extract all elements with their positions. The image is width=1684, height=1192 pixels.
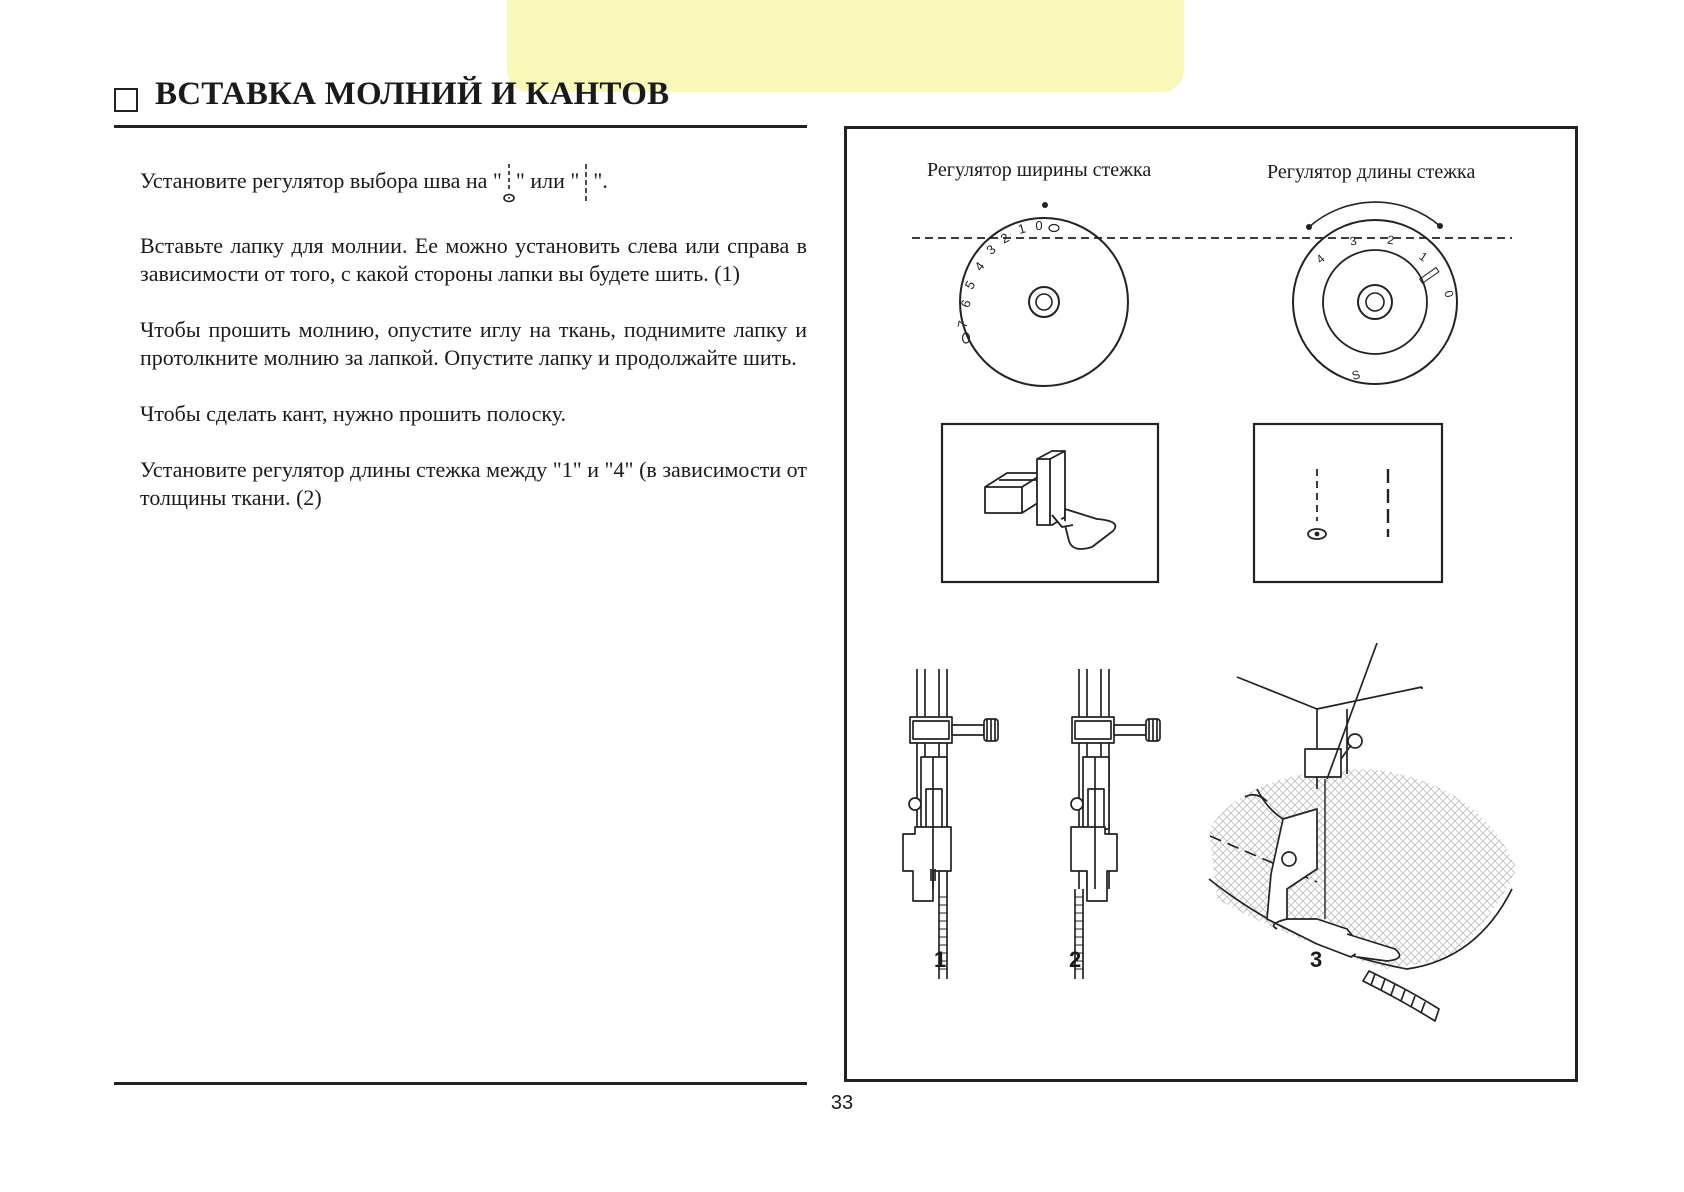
width-dial-number: 3 (983, 241, 999, 258)
stitch-pattern-icon (1308, 469, 1388, 539)
section-checkbox-icon (114, 88, 138, 112)
straight-stitch-left-needle-icon (502, 162, 516, 204)
figure-label-1: 1 (934, 947, 947, 972)
zipper-foot-icon (985, 451, 1115, 549)
paragraph-1-end: ". (593, 168, 608, 194)
figure-label-2: 2 (1069, 947, 1082, 972)
paragraph-4: Чтобы сделать кант, нужно прошить полоску. (140, 401, 567, 426)
illustration-panel (844, 126, 1578, 1082)
paragraph-1-start: Установите регулятор выбора шва на " (140, 168, 502, 194)
figure-label-3: 3 (1310, 947, 1323, 972)
paragraph-2: Вставьте лапку для молнии. Ее можно установить слева или справа в зависимости от того, с какой стороны лапки вы будете шить. (1) (140, 233, 807, 286)
width-dial-label: Регулятор ширины стежка (927, 159, 1152, 181)
width-dial-number: 2 (997, 229, 1012, 247)
length-dial-number: 1 (1416, 249, 1431, 265)
paragraph-1-middle: " или " (515, 168, 580, 194)
length-dial-number: 0 (1441, 288, 1457, 300)
straight-stitch-center-icon (579, 162, 593, 204)
width-dial-number: 7 (954, 319, 971, 330)
stitch-length-dial-icon (1293, 202, 1457, 384)
illustration-drawing (847, 129, 1575, 1079)
stitch-pattern-box (1254, 424, 1442, 582)
width-dial-number: 5 (961, 278, 979, 292)
paragraph-3: Чтобы прошить молнию, опустите иглу на ткань, поднимите лапку и протолкните молнию за лапкой. Опустите лапку и продолжайте шить. (140, 317, 807, 370)
stitch-width-dial-icon (955, 202, 1128, 386)
top-rule (114, 125, 807, 128)
zipper-foot-right-position-icon (1071, 669, 1160, 979)
paragraph-5: Установите регулятор длины стежка между "1" и "4" (в зависимости от толщины ткани. (2) (140, 457, 807, 510)
width-dial-number: 0 (1035, 218, 1043, 233)
piping-sewing-icon (1209, 643, 1517, 1021)
length-dial-letter: S (1350, 367, 1362, 383)
length-dial-label: Регулятор длины стежка (1267, 161, 1476, 183)
length-dial-number: 4 (1313, 251, 1328, 267)
width-dial-number: 1 (1016, 220, 1028, 237)
instructions-text (140, 162, 807, 540)
page-title: ВСТАВКА МОЛНИЙ И КАНТОВ (155, 76, 670, 112)
width-dial-number: 6 (957, 297, 974, 310)
page-number: 33 (830, 1092, 854, 1114)
width-dial-number: 4 (971, 258, 988, 274)
paragraph-1 (140, 162, 807, 204)
bottom-rule (114, 1082, 807, 1085)
zipper-foot-left-position-icon (903, 669, 998, 979)
length-dial-number: 2 (1386, 232, 1396, 248)
length-dial-number: 3 (1348, 233, 1358, 249)
